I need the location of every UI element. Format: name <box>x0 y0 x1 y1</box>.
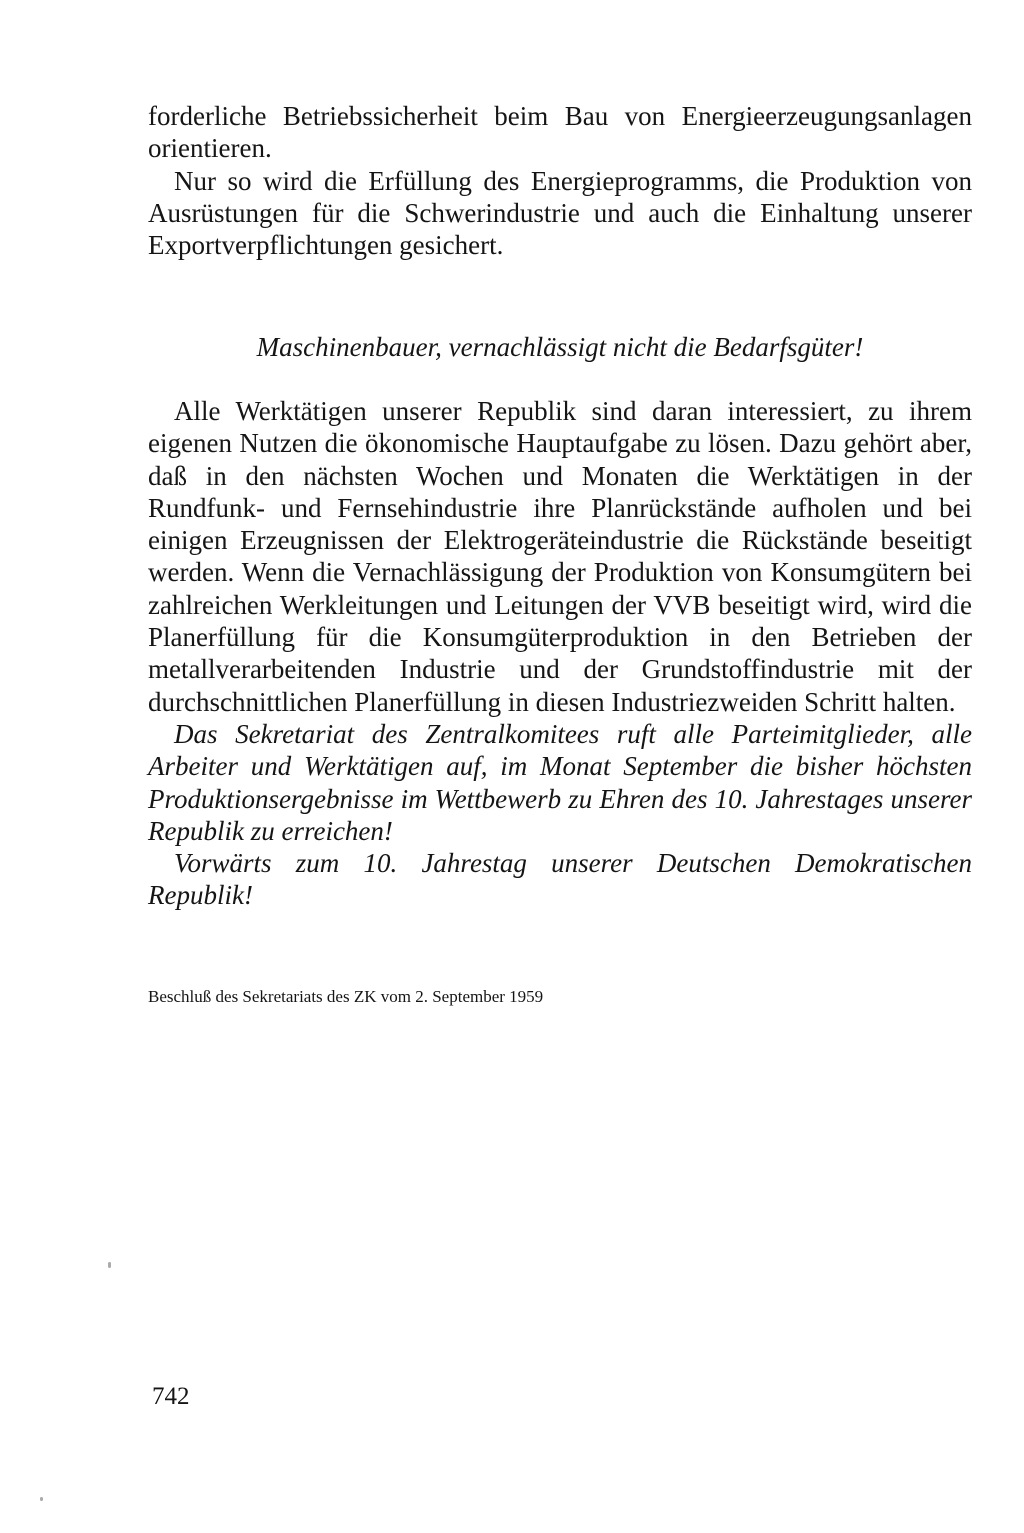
continuation-paragraph: forderliche Betriebssicherheit beim Bau von Energieerzeugungsanlagen orientieren. <box>148 101 972 164</box>
scan-speck <box>40 1497 43 1501</box>
closing-slogan: Vorwärts zum 10. Jahrestag unserer Deutschen Demokratischen Republik! <box>148 848 972 911</box>
section-heading: Maschinenbauer, vernachlässigt nicht die Bedarfsgüter! <box>256 332 864 362</box>
paragraph-consumer-goods: Alle Werktätigen unserer Republik sind daran interessiert, zu ihrem eigenen Nutzen die ökonomische Hauptaufgabe zu lösen. Dazu gehört aber, daß in den nächsten Wochen und Monaten die Werktätigen in der Rundfunk- und Fernsehindustrie ihre Planrückstände aufholen und bei einigen Erzeugnissen der Elektrogeräteindustrie die Rückstände beseitigt werden. Wenn die Vernachlässigung der Produktion von Konsumgütern bei zahlreichen Werkleitungen und Leitungen der VVB beseitigt wird, wird die Planerfüllung für die Konsumgüterproduktion in den Betrieben der metallverarbeitenden Industrie und der Grundstoffindustrie mit der durchschnittlichen Planerfüllung in diesen Industriezweiden Schritt halten. <box>148 396 972 717</box>
body-text-top <box>148 100 972 261</box>
scan-speck <box>108 1262 111 1268</box>
paragraph-energy-program: Nur so wird die Erfüllung des Energieprogramms, die Produktion von Ausrüstungen für die Schwerindustrie und auch die Einhaltung unserer Exportverpflichtungen gesichert. <box>148 165 972 261</box>
body-text-main <box>148 395 972 912</box>
source-note: Beschluß des Sekretariats des ZK vom 2. September 1959 <box>148 987 544 1006</box>
appeal-paragraph: Das Sekretariat des Zentralkomitees ruft alle Parteimitglieder, alle Arbeiter und Werktätigen auf, im Monat September die bisher höchsten Produktionsergebnisse im Wettbewerb zu Ehren des 10. Jahrestages unserer Republik zu erreichen! <box>148 718 972 846</box>
page-number: 742 <box>152 1383 190 1410</box>
